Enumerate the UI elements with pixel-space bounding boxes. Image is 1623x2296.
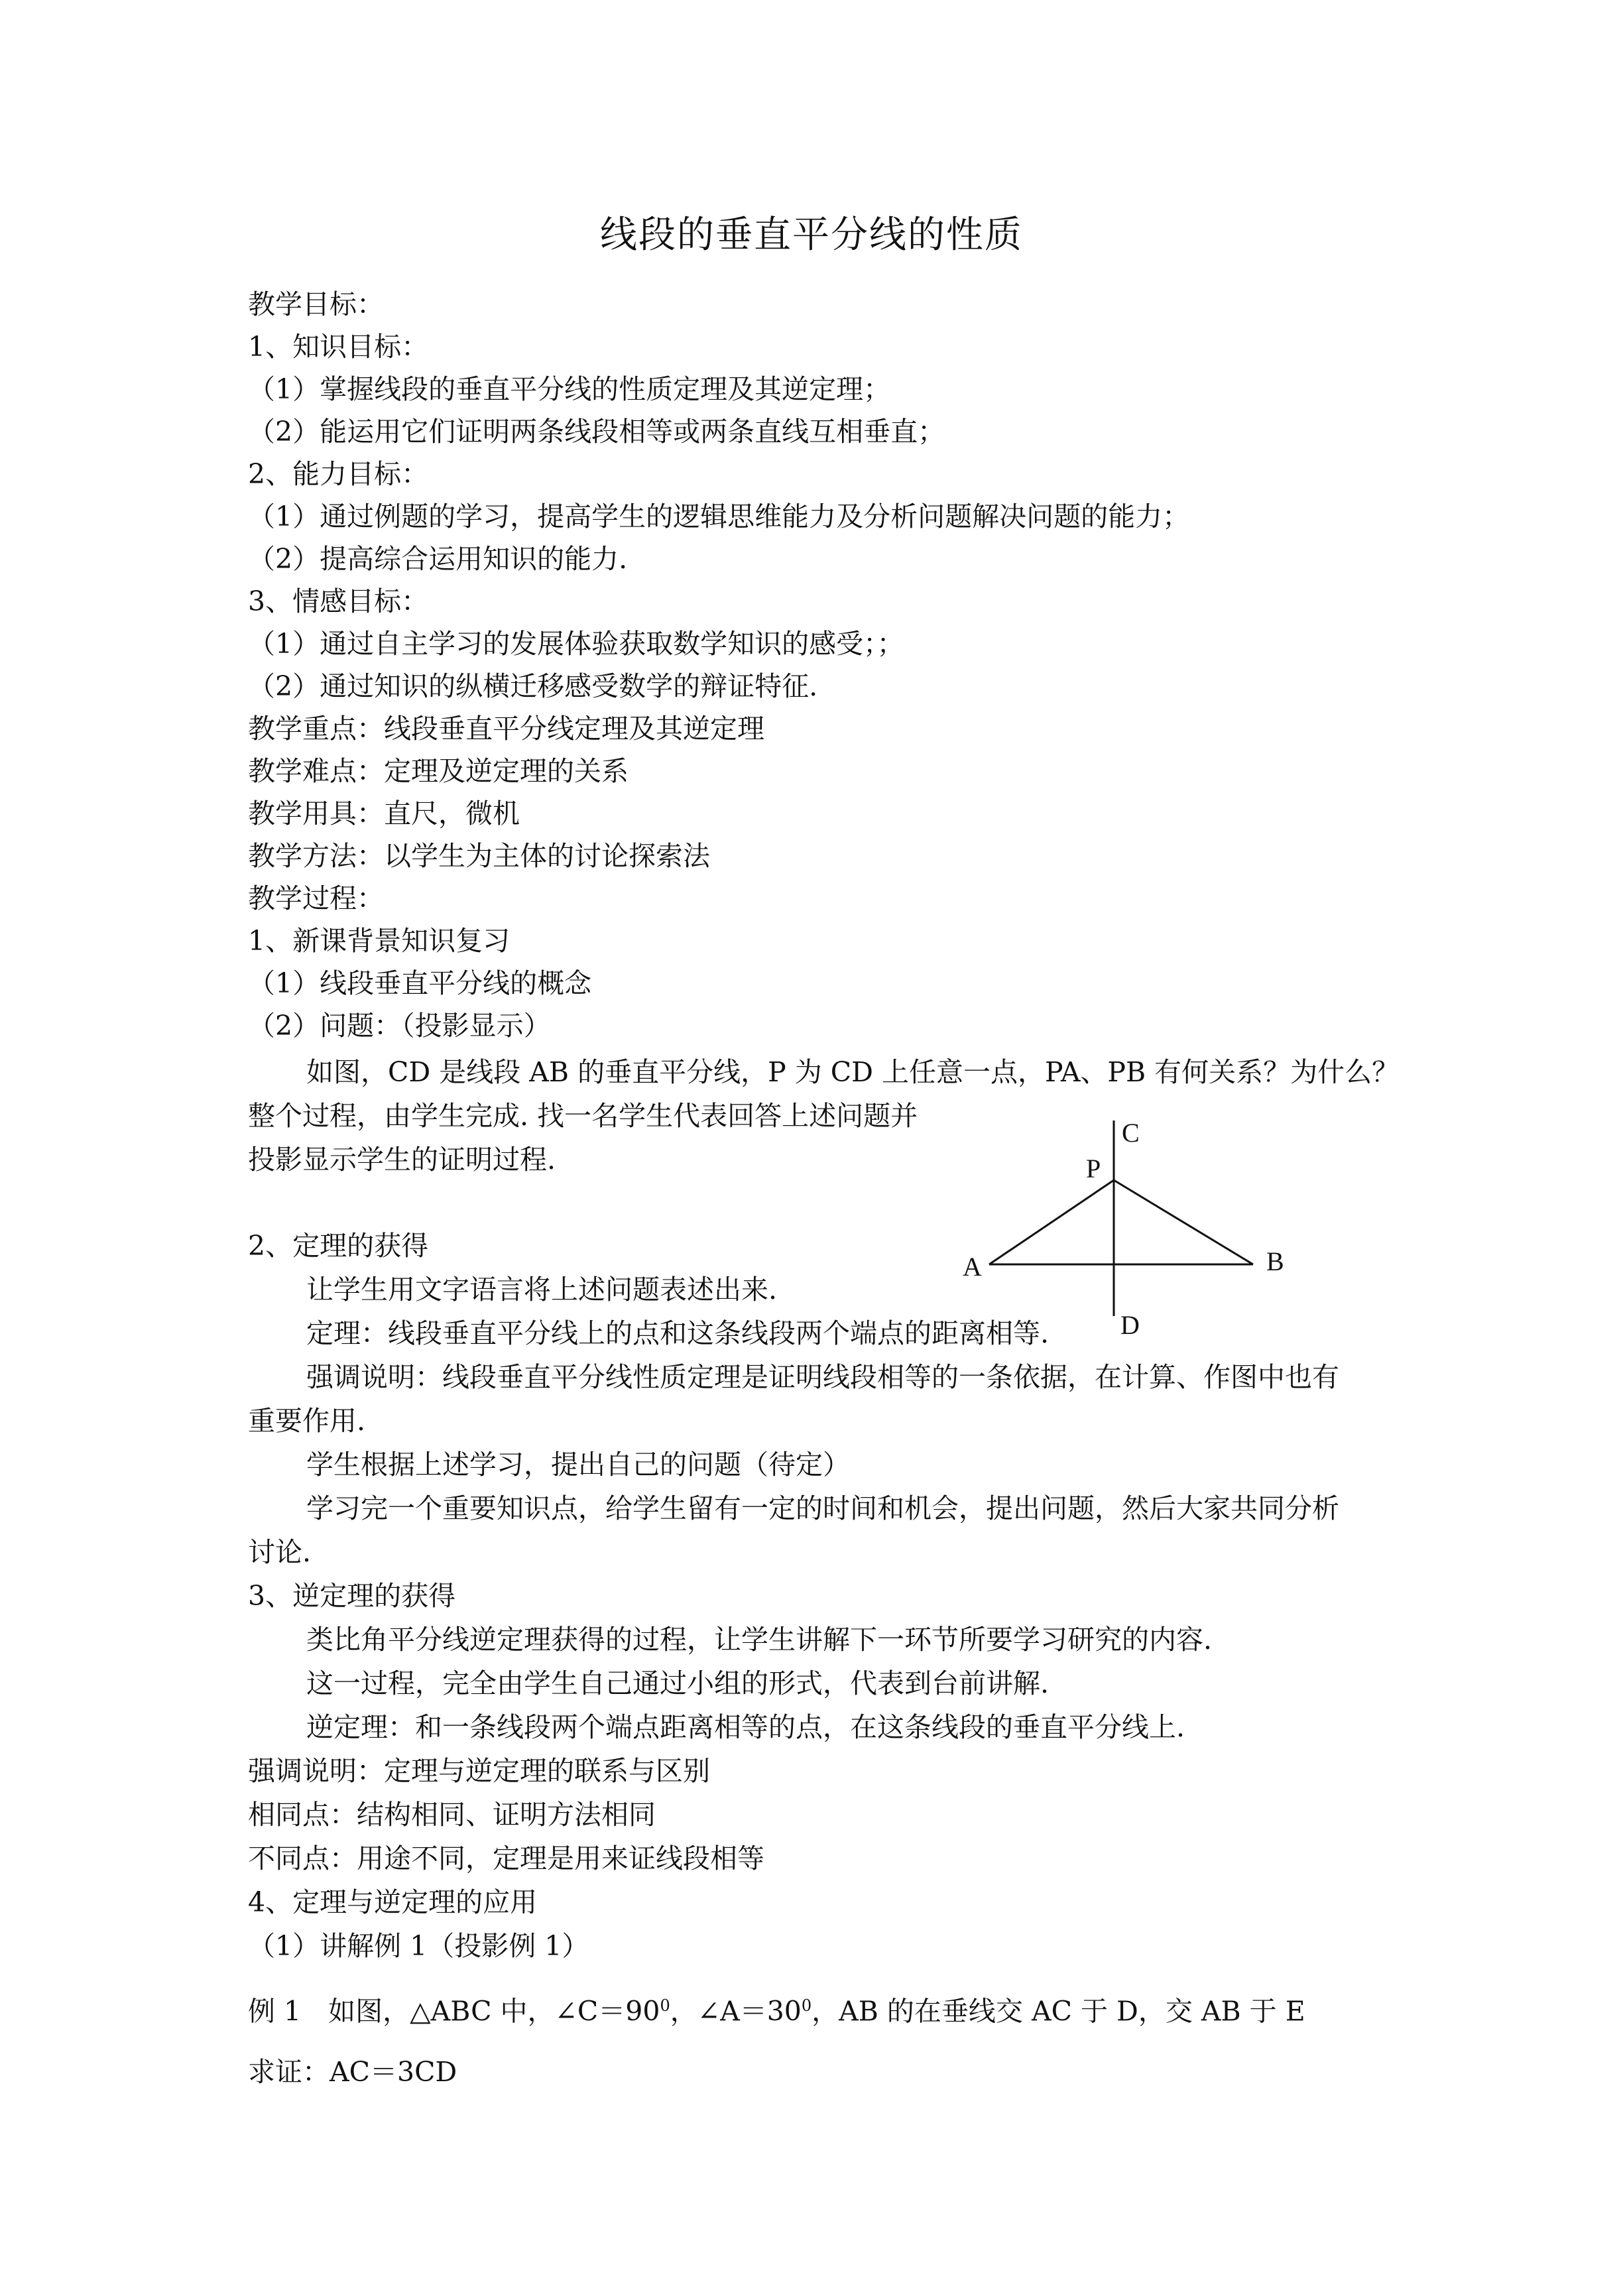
degree-superscript: 0 (801, 1996, 812, 2015)
section-heading: 教学过程： (248, 882, 384, 914)
section-heading: 4、定理与逆定理的应用 (248, 1886, 538, 1918)
section-heading: 3、情感目标： (248, 585, 429, 617)
paragraph: （1）线段垂直平分线的概念 (248, 967, 592, 999)
paragraph: 不同点：用途不同，定理是用来证线段相等 (248, 1843, 764, 1874)
label-p: P (1086, 1154, 1101, 1183)
paragraph: （2）通过知识的纵横迁移感受数学的辩证特征. (248, 670, 818, 702)
paragraph: （1）讲解例 1（投影例 1） (248, 1930, 589, 1962)
paragraph: 如图，CD 是线段 AB 的垂直平分线，P 为 CD 上任意一点，PA、PB 有何关系？为什么？ (306, 1056, 1400, 1088)
paragraph: 投影显示学生的证明过程. (248, 1144, 556, 1176)
example-text: ，∠A＝30 (670, 1995, 802, 2027)
paragraph: 讨论. (248, 1536, 312, 1568)
degree-superscript: 0 (660, 1996, 670, 2015)
segment-pa (989, 1180, 1114, 1264)
paragraph: 这一过程，完全由学生自己通过小组的形式，代表到台前讲解. (306, 1667, 1050, 1699)
section-heading: 1、新课背景知识复习 (248, 925, 511, 957)
paragraph: 教学重点：线段垂直平分线定理及其逆定理 (248, 713, 764, 745)
paragraph: （1）通过自主学习的发展体验获取数学知识的感受；； (248, 628, 904, 660)
segment-pb (1114, 1180, 1253, 1264)
paragraph: 类比角平分线逆定理获得的过程，让学生讲解下一环节所要学习研究的内容. (306, 1624, 1213, 1656)
paragraph: 学生根据上述学习，提出自己的问题（待定） (306, 1449, 850, 1480)
paragraph: 学习完一个重要知识点，给学生留有一定的时间和机会，提出问题，然后大家共同分析 (306, 1492, 1339, 1524)
paragraph: 强调说明：定理与逆定理的联系与区别 (248, 1755, 710, 1787)
paragraph: （2）问题：（投影显示） (248, 1010, 551, 1042)
proof-statement: 求证：AC＝3CD (248, 2056, 457, 2088)
section-heading: 教学目标： (248, 288, 384, 320)
paragraph: 强调说明：线段垂直平分线性质定理是证明线段相等的一条依据，在计算、作图中也有 (306, 1361, 1339, 1393)
label-a: A (963, 1252, 982, 1282)
paragraph: （2）能运用它们证明两条线段相等或两条直线互相垂直； (248, 416, 945, 448)
section-heading: 2、能力目标： (248, 458, 429, 490)
paragraph: （1）通过例题的学习，提高学生的逻辑思维能力及分析问题解决问题的能力； (248, 501, 1190, 532)
example-text: ，AB 的在垂线交 AC 于 D，交 AB 于 E (812, 1995, 1305, 2027)
example-problem (248, 1988, 1305, 2029)
paragraph: 教学方法：以学生为主体的讨论探索法 (248, 840, 710, 872)
example-text: 例 1 如图，△ABC 中，∠C＝90 (248, 1995, 660, 2027)
paragraph: 相同点：结构相同、证明方法相同 (248, 1799, 656, 1831)
label-c: C (1122, 1118, 1140, 1148)
paragraph: 教学难点：定理及逆定理的关系 (248, 755, 629, 787)
page-title: 线段的垂直平分线的性质 (600, 213, 1023, 257)
paragraph: （2）提高综合运用知识的能力. (248, 543, 628, 575)
paragraph: 让学生用文字语言将上述问题表述出来. (306, 1274, 778, 1305)
paragraph: 逆定理：和一条线段两个端点距离相等的点，在这条线段的垂直平分线上. (306, 1711, 1185, 1743)
paragraph: 整个过程，由学生完成. 找一名学生代表回答上述问题并 (248, 1100, 918, 1132)
section-heading: 3、逆定理的获得 (248, 1580, 456, 1612)
section-heading: 1、知识目标： (248, 331, 429, 363)
paragraph: 重要作用. (248, 1405, 366, 1437)
paragraph: 教学用具：直尺，微机 (248, 798, 520, 829)
label-d: D (1120, 1310, 1140, 1340)
paragraph: 定理：线段垂直平分线上的点和这条线段两个端点的距离相等. (306, 1317, 1050, 1349)
section-heading: 2、定理的获得 (248, 1230, 429, 1262)
label-b: B (1266, 1246, 1284, 1276)
paragraph: （1）掌握线段的垂直平分线的性质定理及其逆定理； (248, 373, 891, 405)
